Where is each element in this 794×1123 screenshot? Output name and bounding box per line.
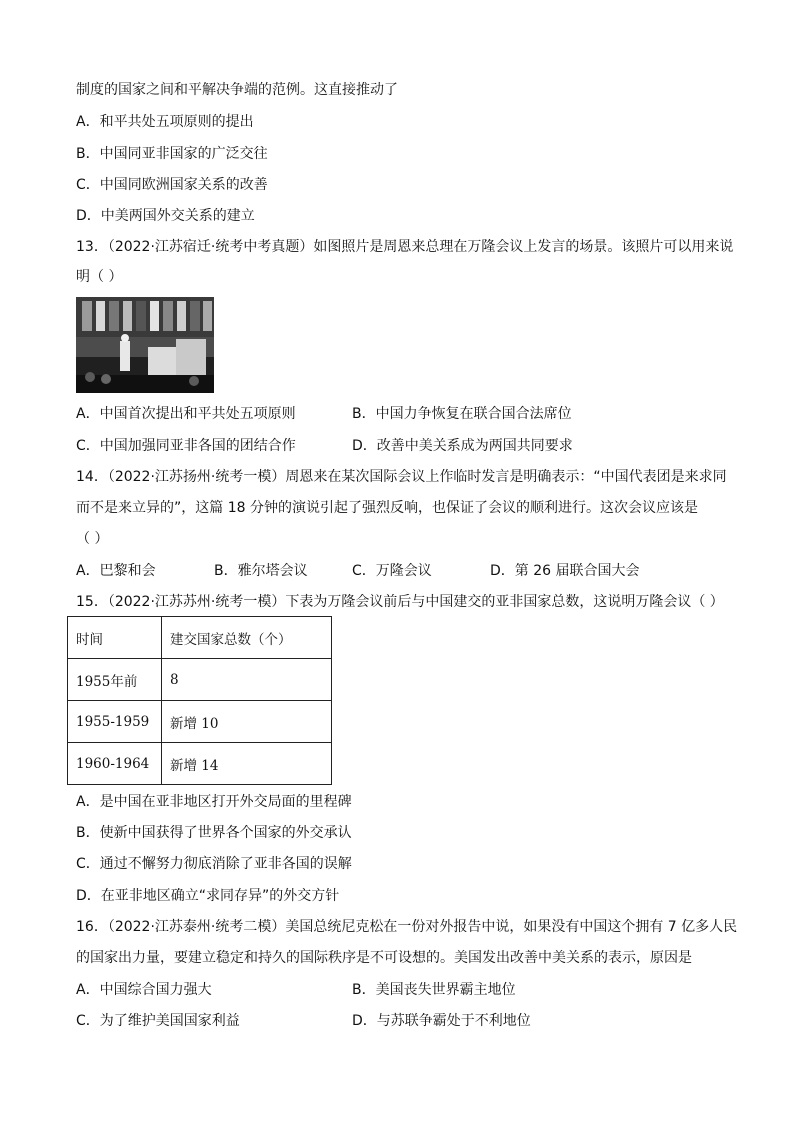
q13-stem-line2: 明（ ） — [76, 269, 123, 285]
q13-option-d: D．改善中美关系成为两国共同要求 — [352, 438, 573, 454]
q15-option-c: C．通过不懈努力彻底消除了亚非各国的误解 — [76, 856, 352, 872]
q16-option-a: A．中国综合国力强大 — [76, 982, 212, 998]
q13-option-a: A．中国首次提出和平共处五项原则 — [76, 406, 296, 422]
q16-option-c: C．为了维护美国国家利益 — [76, 1013, 240, 1029]
q14-stem-line2: 而不是来立异的”，这篇 18 分钟的演说引起了强烈反响，也保证了会议的顺利进行。这次会议应该是 — [76, 500, 698, 516]
q13-stem-line1: 13．（2022·江苏宿迁·统考中考真题）如图照片是周恩来总理在万隆会议上发言的场景。该照片可以用来说 — [76, 239, 734, 255]
table-cell: 1955年前 — [68, 659, 162, 701]
table-header-cell: 时间 — [68, 617, 162, 659]
table-header-cell: 建交国家总数（个） — [162, 617, 332, 659]
table-cell: 1960-1964 — [68, 743, 162, 785]
q12-option-a: A．和平共处五项原则的提出 — [76, 114, 254, 130]
q16-stem-line2: 的国家出力量，要建立稳定和持久的国际秩序是不可设想的。美国发出改善中美关系的表示，原因是 — [76, 950, 692, 966]
table-row — [68, 743, 332, 785]
q14-option-d: D．第 26 届联合国大会 — [490, 563, 640, 579]
table-cell: 8 — [162, 659, 332, 701]
q12-option-c: C．中国同欧洲国家关系的改善 — [76, 177, 268, 193]
q14-stem-line3: （ ） — [76, 531, 109, 547]
q14-option-c: C．万隆会议 — [352, 563, 432, 579]
line-intro: 制度的国家之间和平解决争端的范例。这直接推动了 — [76, 82, 398, 98]
diplomatic-relations-table — [67, 616, 332, 785]
table-header-row — [68, 617, 332, 659]
q15-option-b: B．使新中国获得了世界各个国家的外交承认 — [76, 825, 352, 841]
q15-stem-line1: 15．（2022·江苏苏州·统考一模）下表为万隆会议前后与中国建交的亚非国家总数，这说明万隆会议（ ） — [76, 594, 724, 610]
q15-option-d: D．在亚非地区确立“求同存异”的外交方针 — [76, 888, 340, 904]
q14-option-b: B．雅尔塔会议 — [214, 563, 308, 579]
table-row — [68, 701, 332, 743]
table-cell: 新增 10 — [162, 701, 332, 743]
q13-option-c: C．中国加强同亚非各国的团结合作 — [76, 438, 296, 454]
q14-option-a: A．巴黎和会 — [76, 563, 156, 579]
q16-option-d: D．与苏联争霸处于不利地位 — [352, 1013, 531, 1029]
bandung-speech-photo — [76, 297, 214, 393]
table-cell: 新增 14 — [162, 743, 332, 785]
table-cell: 1955-1959 — [68, 701, 162, 743]
q13-option-b: B．中国力争恢复在联合国合法席位 — [352, 406, 572, 422]
photo-drawing — [76, 297, 214, 393]
q16-stem-line1: 16．（2022·江苏泰州·统考二模）美国总统尼克松在一份对外报告中说，如果没有中国这个拥有 7 亿多人民 — [76, 919, 738, 935]
q16-option-b: B．美国丧失世界霸主地位 — [352, 982, 516, 998]
q15-option-a: A．是中国在亚非地区打开外交局面的里程碑 — [76, 794, 352, 810]
q12-option-d: D．中美两国外交关系的建立 — [76, 208, 255, 224]
table-row — [68, 659, 332, 701]
q14-stem-line1: 14．（2022·江苏扬州·统考一模）周恩来在某次国际会议上作临时发言是明确表示：“中国代表团是来求同 — [76, 469, 727, 485]
q12-option-b: B．中国同亚非国家的广泛交往 — [76, 146, 268, 162]
